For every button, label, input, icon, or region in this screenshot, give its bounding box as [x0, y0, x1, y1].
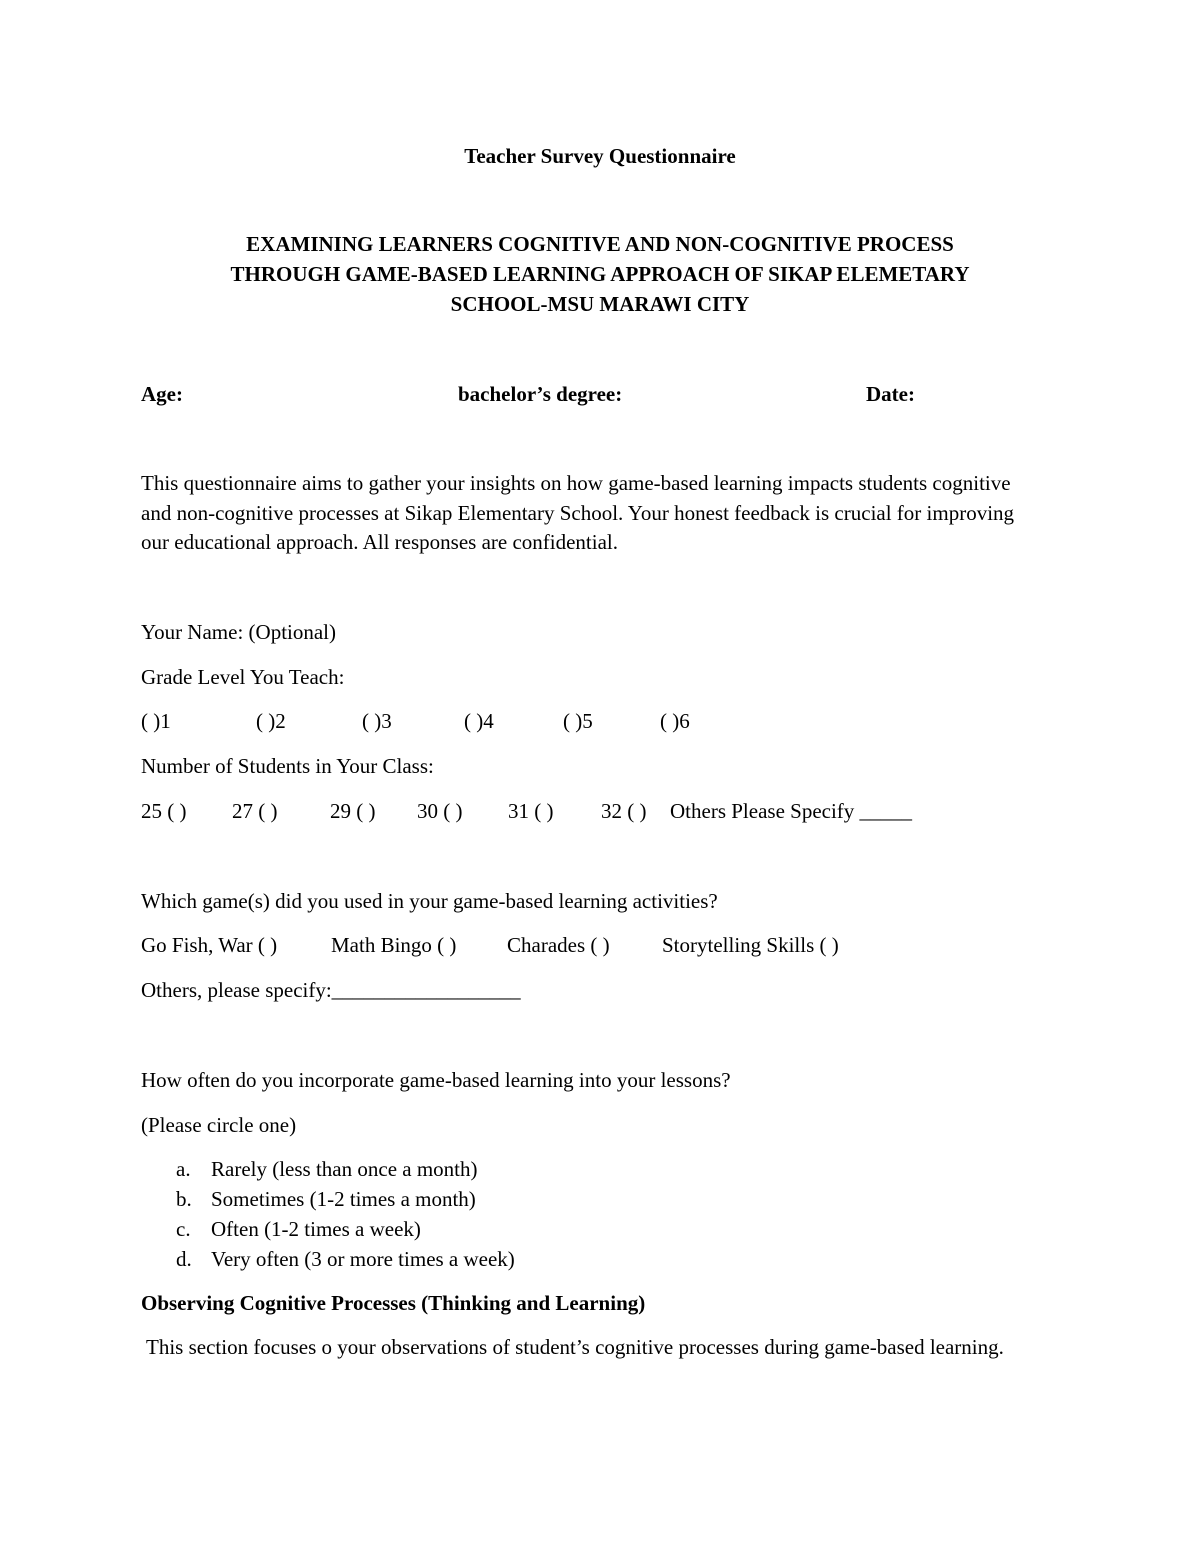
students-option-29[interactable]: 29 ( ) — [330, 799, 376, 823]
students-option-32[interactable]: 32 ( ) — [601, 799, 647, 823]
list-item-text: Sometimes (1-2 times a month) — [211, 1187, 476, 1211]
list-item-text: Rarely (less than once a month) — [211, 1157, 478, 1181]
students-option-30[interactable]: 30 ( ) — [417, 799, 463, 823]
game-option-storytelling[interactable]: Storytelling Skills ( ) — [662, 933, 839, 957]
heading-line-1: EXAMINING LEARNERS COGNITIVE AND NON-COGNITIVE PROCESS — [246, 232, 954, 256]
heading-line-3: SCHOOL-MSU MARAWI CITY — [450, 292, 750, 316]
frequency-option-sometimes[interactable] — [176, 1184, 476, 1214]
list-item-text: Often (1-2 times a week) — [211, 1217, 421, 1241]
name-label: Your Name: (Optional) — [141, 620, 337, 644]
degree-label: bachelor’s degree: — [458, 382, 623, 406]
grade-option-3[interactable]: ( )3 — [362, 709, 392, 733]
document-title: Teacher Survey Questionnaire — [464, 144, 736, 168]
section-intro: This section focuses o your observations of student’s cognitive processes during game-based learning. — [146, 1335, 1004, 1359]
frequency-note: (Please circle one) — [141, 1113, 297, 1137]
students-label: Number of Students in Your Class: — [141, 754, 434, 778]
grade-option-1[interactable]: ( )1 — [141, 709, 171, 733]
list-marker: b. — [176, 1187, 192, 1211]
grade-option-2[interactable]: ( )2 — [256, 709, 286, 733]
games-question: Which game(s) did you used in your game-based learning activities? — [141, 889, 718, 913]
frequency-option-very-often[interactable] — [176, 1244, 515, 1274]
frequency-option-rarely[interactable] — [176, 1154, 478, 1184]
game-option-go-fish[interactable]: Go Fish, War ( ) — [141, 933, 278, 957]
game-option-charades[interactable]: Charades ( ) — [507, 933, 610, 957]
list-marker: d. — [176, 1247, 192, 1271]
list-marker: a. — [176, 1157, 191, 1181]
grade-option-6[interactable]: ( )6 — [660, 709, 690, 733]
frequency-option-often[interactable] — [176, 1214, 421, 1244]
list-item-text: Very often (3 or more times a week) — [211, 1247, 515, 1271]
section-heading: Observing Cognitive Processes (Thinking and Learning) — [141, 1291, 646, 1315]
grade-label: Grade Level You Teach: — [141, 665, 345, 689]
grade-option-5[interactable]: ( )5 — [563, 709, 593, 733]
students-option-27[interactable]: 27 ( ) — [232, 799, 278, 823]
frequency-question: How often do you incorporate game-based learning into your lessons? — [141, 1068, 731, 1092]
students-option-31[interactable]: 31 ( ) — [508, 799, 554, 823]
list-marker: c. — [176, 1217, 191, 1241]
age-label: Age: — [141, 382, 183, 406]
students-option-other[interactable]: Others Please Specify _____ — [670, 799, 913, 823]
date-label: Date: — [866, 382, 915, 406]
heading-line-2: THROUGH GAME-BASED LEARNING APPROACH OF SIKAP ELEMETARY — [230, 262, 970, 286]
students-option-25[interactable]: 25 ( ) — [141, 799, 187, 823]
grade-option-4[interactable]: ( )4 — [464, 709, 494, 733]
game-option-math-bingo[interactable]: Math Bingo ( ) — [331, 933, 457, 957]
intro-paragraph: This questionnaire aims to gather your insights on how game-based learning impacts students cognitive and non-cognitive processes at Sikap Elementary School. Your honest feedback is crucial for improving our educational approach. All responses are confidential. — [141, 471, 1015, 554]
games-other-field[interactable]: Others, please specify:__________________ — [141, 978, 521, 1002]
